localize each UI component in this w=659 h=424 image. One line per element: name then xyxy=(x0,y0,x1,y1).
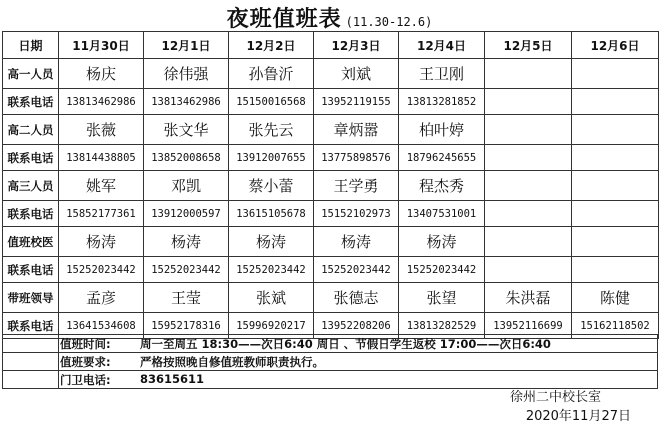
name-cell: 杨涛 xyxy=(144,227,229,257)
column-header-day: 12月4日 xyxy=(399,32,485,59)
phone-cell xyxy=(485,89,572,115)
name-cell: 邓凯 xyxy=(144,171,229,201)
page-title xyxy=(0,2,659,33)
phone-cell: 13775898576 xyxy=(314,145,399,171)
row-label: 高一人员 xyxy=(3,59,59,89)
name-cell: 刘斌 xyxy=(314,59,399,89)
phone-cell xyxy=(485,145,572,171)
name-cell: 王卫刚 xyxy=(399,59,485,89)
phone-cell: 13813281852 xyxy=(399,89,485,115)
row-label: 联系电话 xyxy=(3,89,59,115)
phone-cell: 13912000597 xyxy=(144,201,229,227)
phone-cell: 13852008658 xyxy=(144,145,229,171)
duty-requirement-label: 值班要求: xyxy=(60,355,111,369)
phone-cell: 18796245655 xyxy=(399,145,485,171)
phone-cell: 13952116699 xyxy=(485,313,572,339)
column-header-date: 日期 xyxy=(3,32,59,59)
name-cell: 张先云 xyxy=(229,115,314,145)
phone-cell: 15252023442 xyxy=(229,257,314,283)
header-row xyxy=(3,32,659,59)
column-header-day: 11月30日 xyxy=(59,32,144,59)
phone-cell: 13407531001 xyxy=(399,201,485,227)
duty-time-text: 周一至周五 18:30——次日6:40 周日 、节假日学生返校 17:00——次日6:40 xyxy=(140,337,551,351)
issuing-office: 徐州二中校长室 xyxy=(509,390,601,405)
column-header-day: 12月3日 xyxy=(314,32,399,59)
phone-cell xyxy=(572,145,659,171)
name-cell: 杨涛 xyxy=(229,227,314,257)
name-cell xyxy=(485,227,572,257)
name-cell: 蔡小蕾 xyxy=(229,171,314,201)
name-cell: 张文华 xyxy=(144,115,229,145)
table-row xyxy=(3,171,659,201)
name-cell: 徐伟强 xyxy=(144,59,229,89)
name-cell: 杨涛 xyxy=(314,227,399,257)
title-date-range: (11.30-12.6) xyxy=(345,15,433,29)
phone-cell: 13952208206 xyxy=(314,313,399,339)
table-row xyxy=(3,89,659,115)
phone-cell: 15152102973 xyxy=(314,201,399,227)
column-header-day: 12月1日 xyxy=(144,32,229,59)
name-cell xyxy=(572,59,659,89)
phone-cell: 13641534608 xyxy=(59,313,144,339)
name-cell: 杨涛 xyxy=(59,227,144,257)
row-label: 联系电话 xyxy=(3,201,59,227)
duty-table xyxy=(2,31,659,339)
name-cell xyxy=(485,59,572,89)
row-label: 联系电话 xyxy=(3,313,59,339)
name-cell: 陈健 xyxy=(572,283,659,313)
name-cell: 张望 xyxy=(399,283,485,313)
name-cell: 张斌 xyxy=(229,283,314,313)
phone-cell: 15252023442 xyxy=(144,257,229,283)
phone-cell: 15162118502 xyxy=(572,313,659,339)
column-header-day: 12月5日 xyxy=(485,32,572,59)
phone-cell: 13813462986 xyxy=(59,89,144,115)
phone-cell: 13814438805 xyxy=(59,145,144,171)
phone-cell: 15252023442 xyxy=(399,257,485,283)
phone-cell: 13615105678 xyxy=(229,201,314,227)
name-cell: 柏叶婷 xyxy=(399,115,485,145)
phone-cell xyxy=(485,201,572,227)
table-row xyxy=(3,115,659,145)
phone-cell: 15150016568 xyxy=(229,89,314,115)
table-row xyxy=(3,59,659,89)
row-label: 高二人员 xyxy=(3,115,59,145)
name-cell: 张薇 xyxy=(59,115,144,145)
phone-cell: 13813282529 xyxy=(399,313,485,339)
column-header-day: 12月6日 xyxy=(572,32,659,59)
table-row xyxy=(3,257,659,283)
row-label: 高三人员 xyxy=(3,171,59,201)
phone-cell xyxy=(572,257,659,283)
phone-cell: 15252023442 xyxy=(314,257,399,283)
name-cell: 孙鲁沂 xyxy=(229,59,314,89)
title-text: 夜班值班表 xyxy=(226,6,342,32)
gate-phone-number: 83615611 xyxy=(140,372,205,386)
row-label: 值班校医 xyxy=(3,227,59,257)
row-label: 带班领导 xyxy=(3,283,59,313)
name-cell: 杨涛 xyxy=(399,227,485,257)
column-header-day: 12月2日 xyxy=(229,32,314,59)
table-row xyxy=(3,227,659,257)
name-cell: 姚军 xyxy=(59,171,144,201)
phone-cell: 13952119155 xyxy=(314,89,399,115)
name-cell xyxy=(572,115,659,145)
name-cell: 孟彦 xyxy=(59,283,144,313)
duty-time-label: 值班时间: xyxy=(60,337,111,351)
name-cell xyxy=(485,115,572,145)
phone-cell: 15852177361 xyxy=(59,201,144,227)
table-row xyxy=(3,283,659,313)
phone-cell: 13813462986 xyxy=(144,89,229,115)
table-row xyxy=(3,201,659,227)
phone-cell xyxy=(572,201,659,227)
duty-requirement-text: 严格按照晚自修值班教师职责执行。 xyxy=(140,355,324,369)
phone-cell: 15952178316 xyxy=(144,313,229,339)
name-cell: 王学勇 xyxy=(314,171,399,201)
phone-cell xyxy=(572,89,659,115)
phone-cell: 15252023442 xyxy=(59,257,144,283)
footer-notes xyxy=(2,334,658,388)
name-cell: 程杰秀 xyxy=(399,171,485,201)
issue-date: 2020年11月27日 xyxy=(525,409,631,424)
row-label: 联系电话 xyxy=(3,145,59,171)
name-cell: 王莹 xyxy=(144,283,229,313)
name-cell: 张德志 xyxy=(314,283,399,313)
name-cell xyxy=(485,171,572,201)
name-cell xyxy=(572,171,659,201)
name-cell: 杨庆 xyxy=(59,59,144,89)
phone-cell xyxy=(485,257,572,283)
phone-cell: 15996920217 xyxy=(229,313,314,339)
name-cell xyxy=(572,227,659,257)
table-row xyxy=(3,145,659,171)
row-label: 联系电话 xyxy=(3,257,59,283)
name-cell: 朱洪磊 xyxy=(485,283,572,313)
gate-phone-label: 门卫电话: xyxy=(60,373,111,387)
phone-cell: 13912007655 xyxy=(229,145,314,171)
name-cell: 章炳嚣 xyxy=(314,115,399,145)
